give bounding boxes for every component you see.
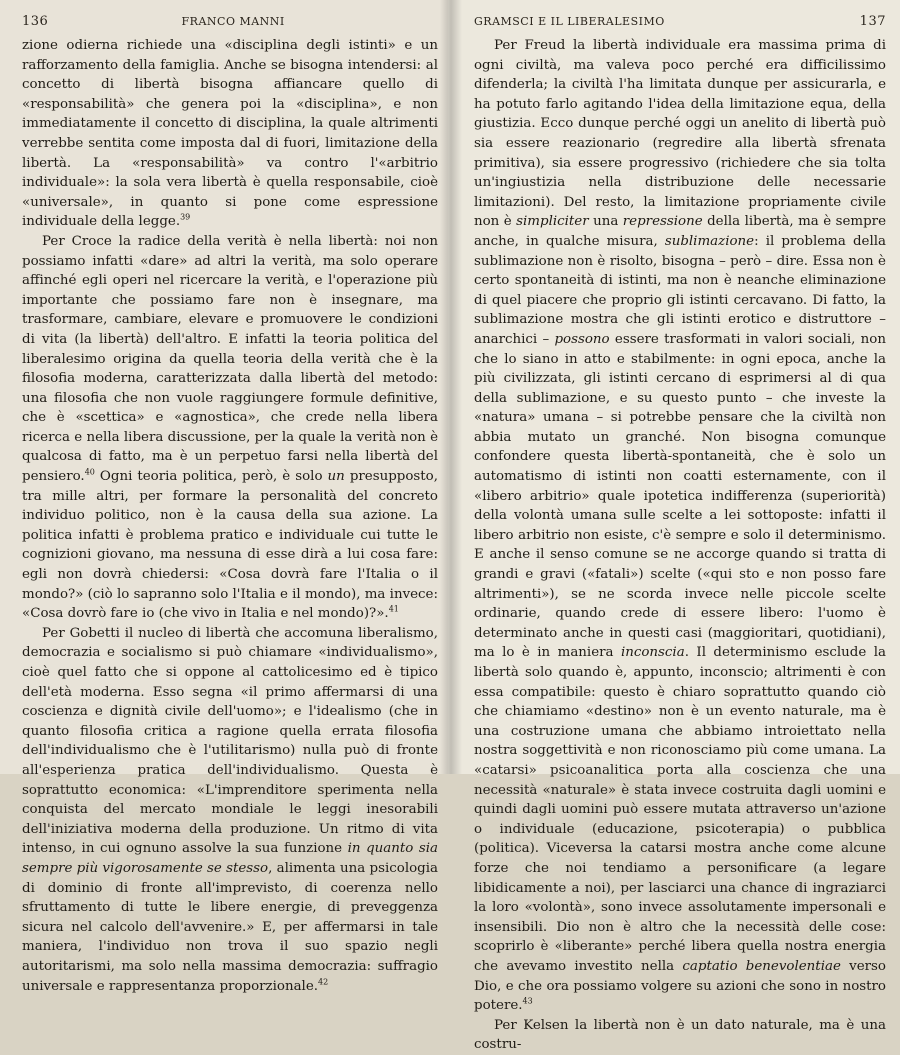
italic-text: repressione bbox=[622, 214, 703, 230]
footnote-reference: 40 bbox=[84, 467, 95, 477]
italic-text: sublimazione bbox=[664, 233, 755, 249]
text-run: Ogni teoria politica, però, è solo bbox=[94, 469, 328, 485]
italic-text: simpliciter bbox=[516, 214, 589, 230]
text-run: della libertà, ma è sempre anche, in qualche misura, bbox=[474, 214, 887, 249]
italic-text: possono bbox=[554, 331, 610, 347]
italic-text: in quanto sia sempre più vigorosamente se stesso bbox=[22, 841, 438, 876]
footnote-reference: 42 bbox=[318, 977, 329, 987]
paragraph bbox=[22, 232, 438, 624]
text-run: , alimenta una psicologia di dominio di fronte all'imprevisto, di coerenza nello sfruttamento di tutte le libere energie, di preveggenza sicura nel calcolo dell'avvenire.» E, per affermarsi in tale maniera, l'individuo non trova il suo spazio negli autoritarismi, ma solo nella massima democrazia: suffragio universale e rappresentanza proporzionale. bbox=[22, 860, 438, 994]
page-number: 137 bbox=[859, 14, 886, 29]
left-page-body bbox=[22, 36, 438, 996]
text-run: essere trasformati in valori sociali, non che lo siano in atto e stabilmente: in ogni epoca, anche la più civilizzata, gli istinti cercano di esprimersi al di qua della sublimazione, e su questo punto – che investe la «natura» umana – si potrebbe pensare che la civiltà non abbia mutato un granché. Non bisogna comunque confondere questa libertà-spontaneità, che è solo un automatismo di istinti non coatti esternamente, con il «libero arbitrio» quale ipotetica indifferenza (superiorità) della volontà umana sulle scelte a lei sottoposte: infatti il libero arbitrio non esiste, c'è sempre e solo il determinismo. E anche il senso comune se ne accorge quando si tratta di grandi e gravi («fatali») scelte («qui sto e non posso fare altrimenti»), se ne scorda invece nelle piccole scelte ordinarie, quando crede di essere libero: l'uomo è determinato anche in questi casi (maggioritari, quotidiani), ma lo è in maniera bbox=[474, 331, 886, 661]
running-head: FRANCO MANNI bbox=[181, 15, 285, 28]
right-page bbox=[448, 0, 900, 1053]
footnote-reference: 41 bbox=[388, 604, 399, 614]
footnote-reference: 39 bbox=[180, 212, 191, 222]
text-run: presupposto, tra mille altri, per formare la personalità del concreto individuo politico, non è la causa della sua azione. La politica infatti è problema pratico e individuale cui tutte le cognizioni giovano, ma nessuna di esse dirà a lui cosa fare: egli non dovrà chiedersi: «Cosa dovrà fare l'Italia o il mondo?» (ciò lo sapranno solo l'Italia e il mondo), ma invece: «Cosa dovrò fare io (che vivo in Italia e nel mondo)?». bbox=[22, 469, 438, 622]
italic-text: captatio benevolentiae bbox=[682, 958, 841, 974]
right-page-body bbox=[474, 36, 886, 1055]
text-run: : il problema della sublimazione non è risolto, bisogna – però – dire. Essa non è certo spontaneità di istinti, ma non è neanche eliminazione di quel piacere che proprio gli istinti cercavano. Di fatto, la sublimazione mostra che gli istinti erotico e distruttore – anarchici – bbox=[474, 233, 886, 347]
text-run: una bbox=[588, 214, 623, 230]
paragraph bbox=[474, 1016, 886, 1055]
paragraph bbox=[22, 624, 438, 996]
footnote-reference: 43 bbox=[522, 996, 533, 1006]
left-page bbox=[0, 0, 448, 994]
text-run: Per Kelsen la libertà non è un dato naturale, ma è una costru- bbox=[474, 1017, 886, 1053]
text-run: verso Dio, e che ora possiamo volgere su azioni che sono in nostro potere. bbox=[474, 958, 886, 1014]
paragraph bbox=[474, 36, 886, 1016]
left-page-header bbox=[22, 14, 438, 36]
right-page-header bbox=[474, 14, 886, 36]
italic-text: un bbox=[327, 469, 345, 485]
text-run: Per Croce la radice della verità è nella libertà: noi non possiamo infatti «dare» ad altri la verità, ma solo operare affinché egli operi nel ricercare la verità, e l'operazione più importante che possiamo fare non è insegnare, ma trasformare, cambiare, elevare e promuovere le condizioni di vita (la libertà) dell'altro. E infatti la teoria politica del liberalesimo origina da quella teoria della verità che è la filosofia moderna, caratterizzata dalla libertà del metodo: una filosofia che non vuole raggiungere formule definitive, che è «scettica» e «agnostica», che crede nella libera ricerca e nella libera discussione, per la quale la verità non è qualcosa di fatto, ma è un perpetuo farsi nella libertà del pensiero. bbox=[22, 233, 438, 485]
text-run: Per Freud la libertà individuale era massima prima di ogni civiltà, ma valeva poco perché era difficilissimo difenderla; la civiltà l'ha limitata dunque per assicurarla, e ha potuto farlo agitando l'idea della limitazione equa, della giustizia. Ecco dunque perché oggi un anelito di libertà può sia essere reazionario (regredire alla libertà sfrenata primitiva), sia essere progressivo (richiedere che sia tolta un'ingiustizia nella distribuzione delle necessarie limitazioni). Del resto, la limitazione propriamente civile non è bbox=[474, 38, 886, 230]
paragraph bbox=[22, 36, 438, 232]
text-run: . Il determinismo esclude la libertà solo quando è, appunto, inconscio; altrimenti è con essa compatibile: questo è chiaro soprattutto quando ciò che chiamiamo «destino» non è un evento naturale, ma è una costruzione umana che abbiamo introiettato nella nostra soggettività e non riconosciamo più come umana. La «catarsi» psicoanalitica porta alla coscienza che una necessità «naturale» è stata invece costruita dagli uomini e quindi dagli uomini può essere mutata attraverso un'azione o individuale (educazione, psicoterapia) o pubblica (politica). Viceversa la catarsi mostra anche come alcune forze che noi tendiamo a personificare (a legare libidicamente a noi), per lasciarci una chance di ingraziarci la loro «volontà», sono invece assolutamente impersonali e insensibili. Dio non è altro che la necessità delle cose: scoprirlo è «liberante» perché libera quella nostra energia che avevamo investito nella bbox=[474, 645, 886, 974]
text-run: zione odierna richiede una «disciplina degli istinti» e un rafforzamento della famiglia. Anche se bisogna intendersi: al concetto di libertà bisogna affiancare quello di «responsabilità» che genera poi la «disciplina», e non immediatamente il concetto di disciplina, la quale altrimenti verrebbe sentita come imposta dal di fuori, limitazione della libertà. La «responsabilità» va contro l'«arbitrio individuale»: la sola vera libertà è quella responsabile, cioè «universale», in quanto si pone come espressione individuale della legge. bbox=[22, 38, 438, 230]
text-run: Per Gobetti il nucleo di libertà che accomuna liberalismo, democrazia e socialismo si può chiamare «individualismo», cioè quel fatto che si oppone al cattolicesimo ed è tipico dell'età moderna. Esso segna «il primo affermarsi di una coscienza e dignità civile dell'uomo»; e l'idealismo (che in quanto filosofia critica a ragione quella errata filosofia dell'individualismo che è l'utilitarismo) nulla può di fronte all'esperienza pratica dell'individualismo. Questa è soprattutto economica: «L'imprenditore sperimenta nella conquista del mercato mondiale le leggi inesorabili dell'iniziativa moderna della produzione. Un ritmo di vita intenso, in cui ognuno assolve la sua funzione bbox=[22, 625, 438, 857]
running-head: GRAMSCI E IL LIBERALESIMO bbox=[474, 15, 665, 28]
page-number: 136 bbox=[22, 14, 49, 29]
italic-text: inconscia bbox=[620, 645, 685, 661]
